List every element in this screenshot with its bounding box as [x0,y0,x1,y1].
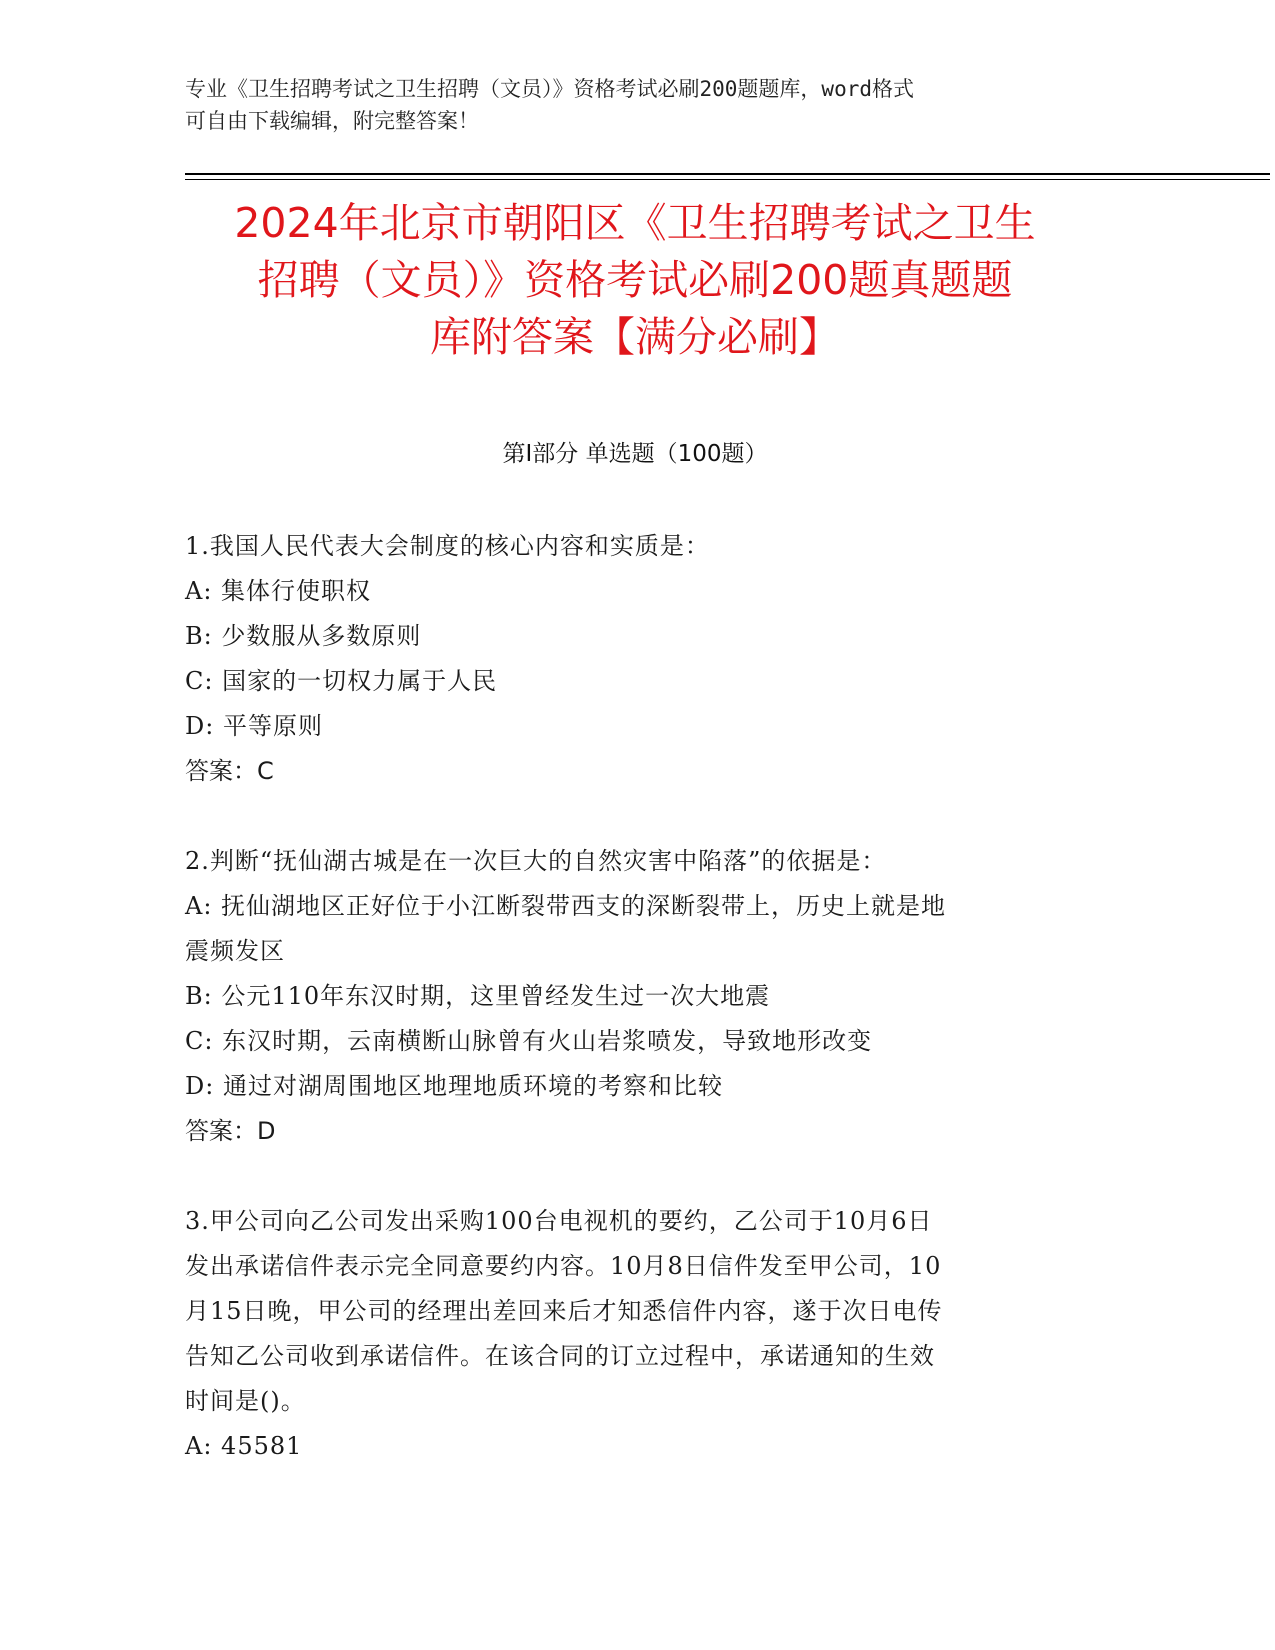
option-d: D: 平等原则 [185,712,323,740]
header-rule-thin [185,179,1270,180]
question-1 [185,524,1065,794]
question-stem-line-2: 发出承诺信件表示完全同意要约内容。10月8日信件发至甲公司，10 [185,1252,942,1280]
question-list [185,524,1065,1514]
option-b: B: 公元110年东汉时期，这里曾经发生过一次大地震 [185,982,771,1010]
title-line-3: 库附答案【满分必刷】 [430,313,840,361]
header-rule-thick [185,173,1270,175]
option-a-continued: 震频发区 [185,937,285,965]
question-3 [185,1199,1065,1469]
answer: 答案：C [185,757,274,785]
question-2 [185,839,1065,1154]
header-line-2: 可自由下载编辑，附完整答案！ [185,109,479,133]
section-title: 第Ⅰ部分 单选题（100题） [502,441,768,467]
question-stem-line-3: 月15日晚，甲公司的经理出差回来后才知悉信件内容，遂于次日电传 [185,1297,943,1325]
question-stem-line-1: 3.甲公司向乙公司发出采购100台电视机的要约，乙公司于10月6日 [185,1207,933,1235]
question-stem-line-4: 告知乙公司收到承诺信件。在该合同的订立过程中，承诺通知的生效 [185,1342,935,1370]
option-c: C: 东汉时期，云南横断山脉曾有火山岩浆喷发，导致地形改变 [185,1027,873,1055]
option-a: A: 集体行使职权 [185,577,372,605]
document-title [185,195,1085,366]
option-a: A: 45581 [185,1432,303,1460]
option-a: A: 抚仙湖地区正好位于小江断裂带西支的深断裂带上，历史上就是地 [185,892,947,920]
option-c: C: 国家的一切权力属于人民 [185,667,498,695]
option-b: B: 少数服从多数原则 [185,622,422,650]
page-header [185,73,1065,137]
question-stem-line-5: 时间是()。 [185,1387,306,1415]
title-line-2: 招聘（文员）》资格考试必刷200题真题题 [257,256,1013,304]
header-line-1: 专业《卫生招聘考试之卫生招聘（文员）》资格考试必刷200题题库，word格式 [185,77,914,101]
title-line-1: 2024年北京市朝阳区《卫生招聘考试之卫生 [234,199,1036,247]
option-d: D: 通过对湖周围地区地理地质环境的考察和比较 [185,1072,723,1100]
answer: 答案：D [185,1117,276,1145]
question-stem: 1.我国人民代表大会制度的核心内容和实质是： [185,532,710,560]
question-stem: 2.判断“抚仙湖古城是在一次巨大的自然灾害中陷落”的依据是： [185,847,887,875]
